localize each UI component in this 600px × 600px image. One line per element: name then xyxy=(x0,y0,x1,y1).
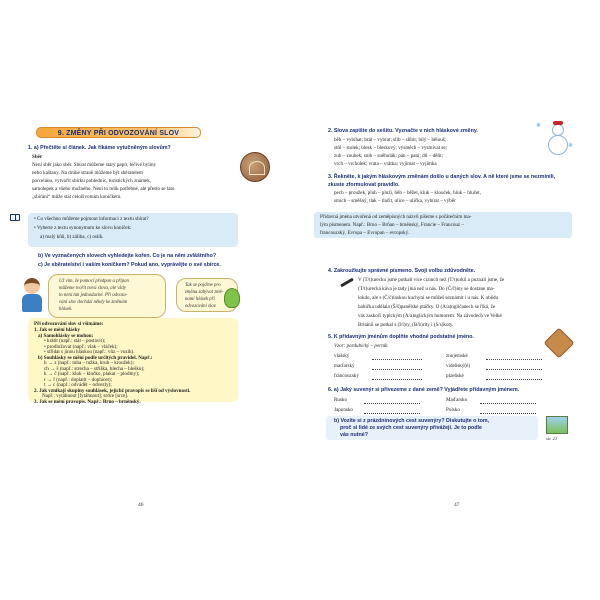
exercise-2-line: běh – vybíhat; brát – vybrat; slib – slíbit; bílý – bělouš; xyxy=(334,137,447,143)
picture-reference: str. 21 xyxy=(546,436,558,441)
rule-line: 2. Jak vznikají skupiny souhlásek, jejichž pravopis se liší od výslovnosti. xyxy=(34,387,191,394)
exercise-2-question: 2. Slova zapište do sešitu. Vyznačte v nich hláskové změny. xyxy=(328,128,478,134)
exercise-4-question: 4. Zakroužkujte správné písmeno. Svoji volbu zdůvodněte. xyxy=(328,268,476,274)
article-title: Sběr xyxy=(32,154,43,160)
article-line: nebo kaštany. Na druhé straně můžeme být sběratelem xyxy=(32,170,143,176)
rule-intro: Při odvozování slov si všímáme: xyxy=(34,321,104,327)
bubble-line: můžeme tvořit nová slova, ale vždy xyxy=(59,286,126,291)
discussion-line: b) Vozíte si z prázdninových cest suvenýry? Diskutujte o tom, xyxy=(334,418,490,424)
answer-blank[interactable] xyxy=(486,369,542,370)
info-line: • Vyberte z textu synonymum ke slovu koníček: xyxy=(34,225,132,231)
page-number-left: 46 xyxy=(138,502,144,508)
bubble-line: hlásek. xyxy=(59,307,73,312)
rule-line: 3. Jak se mění pravopis. Např.: Brno – brněnský. xyxy=(34,398,141,405)
exercise-1-question: 1. a) Přečtěte si článek. Jak říkáme vytučněným slovům? xyxy=(28,145,171,151)
article-line: „sbírání“ může stát celoživotním koníčkem. xyxy=(32,194,122,200)
article-line: Není sběr jako sběr. Sbírat můžeme starý papír, léčivé byliny xyxy=(32,162,157,168)
discussion-box xyxy=(326,416,538,440)
article-line: porcelánu, vytvořit sbírku pohlednic, turistických známek, xyxy=(32,178,152,184)
bubble-line: to není tak jednoduché. Při odvozo- xyxy=(59,293,128,298)
pen-icon xyxy=(340,278,354,288)
exercise-3-line: smích – směšný, tlak – tlačit, ulice – ulička, vybírat – výběr xyxy=(334,198,456,204)
answer-blank[interactable] xyxy=(480,413,536,414)
exercise-5-example: Vzor: pardubický – perník. xyxy=(334,343,389,349)
bubble-line: odvozování slov. xyxy=(185,304,217,309)
speech-bubble-left xyxy=(48,274,166,318)
rule-line: ch → š (např.: strecha – stříška, blecha – blešku); xyxy=(44,365,145,372)
snowflake-icon: ❄ xyxy=(568,143,574,149)
dinosaur-illustration xyxy=(224,288,240,308)
right-page xyxy=(314,118,576,508)
question-b: b) Ve vyznačených slovech vyhledejte kořen. Co je na něm zvláštního? xyxy=(38,253,217,259)
adjective-word: maďarský xyxy=(334,363,355,369)
rule-line: t → c (např.: odvádět – odvezly); xyxy=(44,382,112,388)
exercise-4-line: lokdo, ale s (Č/č)ínskou kuchyní se můžeš seznámit i u nás. K obědu xyxy=(358,295,499,301)
exercise-4-line: (T/t)urecká káva je tady jiná než u nás. Do (Č/č)íny se dostane ma- xyxy=(358,286,495,292)
adjective-word: znojemské xyxy=(446,353,468,359)
info-line: a) malý kůň, b) záliba, c) oslík. xyxy=(40,234,104,240)
exercise-2-line: vrch – vrcholek; vrata – vrátka; vyjímat – vyjímka xyxy=(334,161,437,167)
rule-line: a) Samohlásky se mohou: xyxy=(38,332,94,339)
bubble-line: Tak se pojďme pro xyxy=(185,283,221,288)
rule-box xyxy=(28,318,238,405)
rule-line: r → ř (např.: doplatit – doplácet); xyxy=(44,376,113,383)
bubble-line: nami hlásek při xyxy=(185,297,215,302)
article-line: samolepek a všeho možného. Není to tolik potřebné, ale přesto se tato xyxy=(32,186,175,192)
exercise-2-line: stůl – stolek; blesk – bleskový; výsměch – vysmívat se; xyxy=(334,145,448,151)
discussion-line: proč si lidé ze svých cest suvenýry přivážejí. Je to podle xyxy=(340,425,482,431)
adjective-word: vídeňský(é) xyxy=(446,363,471,369)
chapter-banner xyxy=(36,127,201,138)
info-box xyxy=(28,213,238,247)
adjective-rule-box xyxy=(314,212,572,238)
rule-line: b) Souhlásky se mění podle určitých pravidel. Např.: xyxy=(38,354,153,361)
adjective-rule-line: lým písmenem. Např.: Brno – Brňan – brněnský, Francie – Francouz – xyxy=(320,222,465,228)
left-page xyxy=(28,118,286,508)
stamp-image xyxy=(240,152,270,182)
country-word: Maďarsko xyxy=(446,397,468,403)
boy-illustration xyxy=(22,278,42,312)
rule-line: • střídat s jinou hláskou (např.: vůz – vozík). xyxy=(44,349,135,355)
rule-line: 1. Jak se mění hlásky xyxy=(34,327,80,333)
rule-line: h → z (např.: tuha – tužka, kruh – kroužek); xyxy=(44,360,134,366)
discussion-line: vás nutné? xyxy=(340,432,368,438)
adjective-word: vlašský xyxy=(334,353,350,359)
rule-line: Např.: vytáhnout [fytáhnout]; srdce [srce]. xyxy=(42,393,129,399)
bubble-line: Už vím, že pomocí předpon a přípon xyxy=(59,279,129,284)
rule-line: k → č (např.: kluk – klučko, plakat – plodtny); xyxy=(44,371,140,377)
exercise-2-line: zub – zoubek; snih – sněhulák; pán – paní; díl – dělit; xyxy=(334,153,444,159)
country-word: Japonsko xyxy=(334,407,353,413)
adjective-rule-line: francouzský, Evropa – Evropan – evropský. xyxy=(320,230,410,236)
gingerbread-heart-image xyxy=(543,327,574,358)
country-word: Rusko xyxy=(334,397,348,403)
adjective-word: plzeňské xyxy=(446,373,464,379)
exercise-4-line: babička udělala (Š/š)panělské ptáčky. O (A/a)ngličanech se říká, že xyxy=(358,304,496,310)
info-line: • Co všechno můžeme pojmout informaci z textu sbírat? xyxy=(34,216,149,222)
answer-blank[interactable] xyxy=(364,403,420,404)
snowflake-icon: ❄ xyxy=(536,123,542,129)
answer-blank[interactable] xyxy=(372,369,422,370)
bubble-line: vání slov dochází někdy ke změnám xyxy=(59,300,128,305)
adjective-rule-line: Přídavná jména utvořená od zeměpisných názvů píšeme s počátečním ma- xyxy=(320,214,472,220)
exercise-3-question: 3. Řekněte, k jakým hláskovým změnám došlo u daných slov. A ně které jsme se nezmínili, zkuste zformulovat pravidlo. xyxy=(328,174,556,188)
answer-blank[interactable] xyxy=(486,359,542,360)
page-number-right: 47 xyxy=(454,502,460,508)
bubble-line: změnu zabývat změ- xyxy=(185,290,224,295)
souvenir-picture xyxy=(546,416,568,434)
rule-line: • prodlužovat (např.: vlak – vláček); xyxy=(44,343,118,350)
answer-blank[interactable] xyxy=(372,379,422,380)
answer-blank[interactable] xyxy=(480,403,536,404)
country-word: Polsko xyxy=(446,407,460,413)
exercise-4-line: V (T/t)urecku jsme potkali více cizinců než (T/t)urků a poznali jsme, že xyxy=(358,277,505,283)
answer-blank[interactable] xyxy=(364,413,420,414)
rule-line: • krátit (např.: stát – postavit); xyxy=(44,338,106,344)
exercise-6-question: 6. a) Jaký suvenýr si přivezeme z dané země? Vyjádřete přídavným jménem. xyxy=(328,387,520,393)
chapter-title: 9. ZMĚNY PŘI ODVOZOVÁNÍ SLOV xyxy=(57,129,180,137)
exercise-5-question: 5. K přídavným jménům doplňte vhodné podstatné jméno. xyxy=(328,334,474,340)
adjective-word: francouzský xyxy=(334,373,359,379)
answer-blank[interactable] xyxy=(372,359,422,360)
exercise-4-line: Británii se potkal s (I/i)ry, (B/b)rity i (S/s)koty. xyxy=(358,322,454,328)
answer-blank[interactable] xyxy=(486,379,542,380)
exercise-4-line: vás zaskočí typickým (A/a)nglickým humorem. Na závodech ve Velké xyxy=(358,313,502,319)
snowman-illustration xyxy=(546,124,570,158)
book-icon xyxy=(10,214,20,221)
question-c: c) Je sběratelství i vaším koníčkem? Pokud ano, vyprávějte o své sbírce. xyxy=(38,262,221,268)
exercise-3-line: pech – proužek, pluh – pluží, běh – běžet, kluk – klouček, hluk – hlučet, xyxy=(334,190,481,196)
